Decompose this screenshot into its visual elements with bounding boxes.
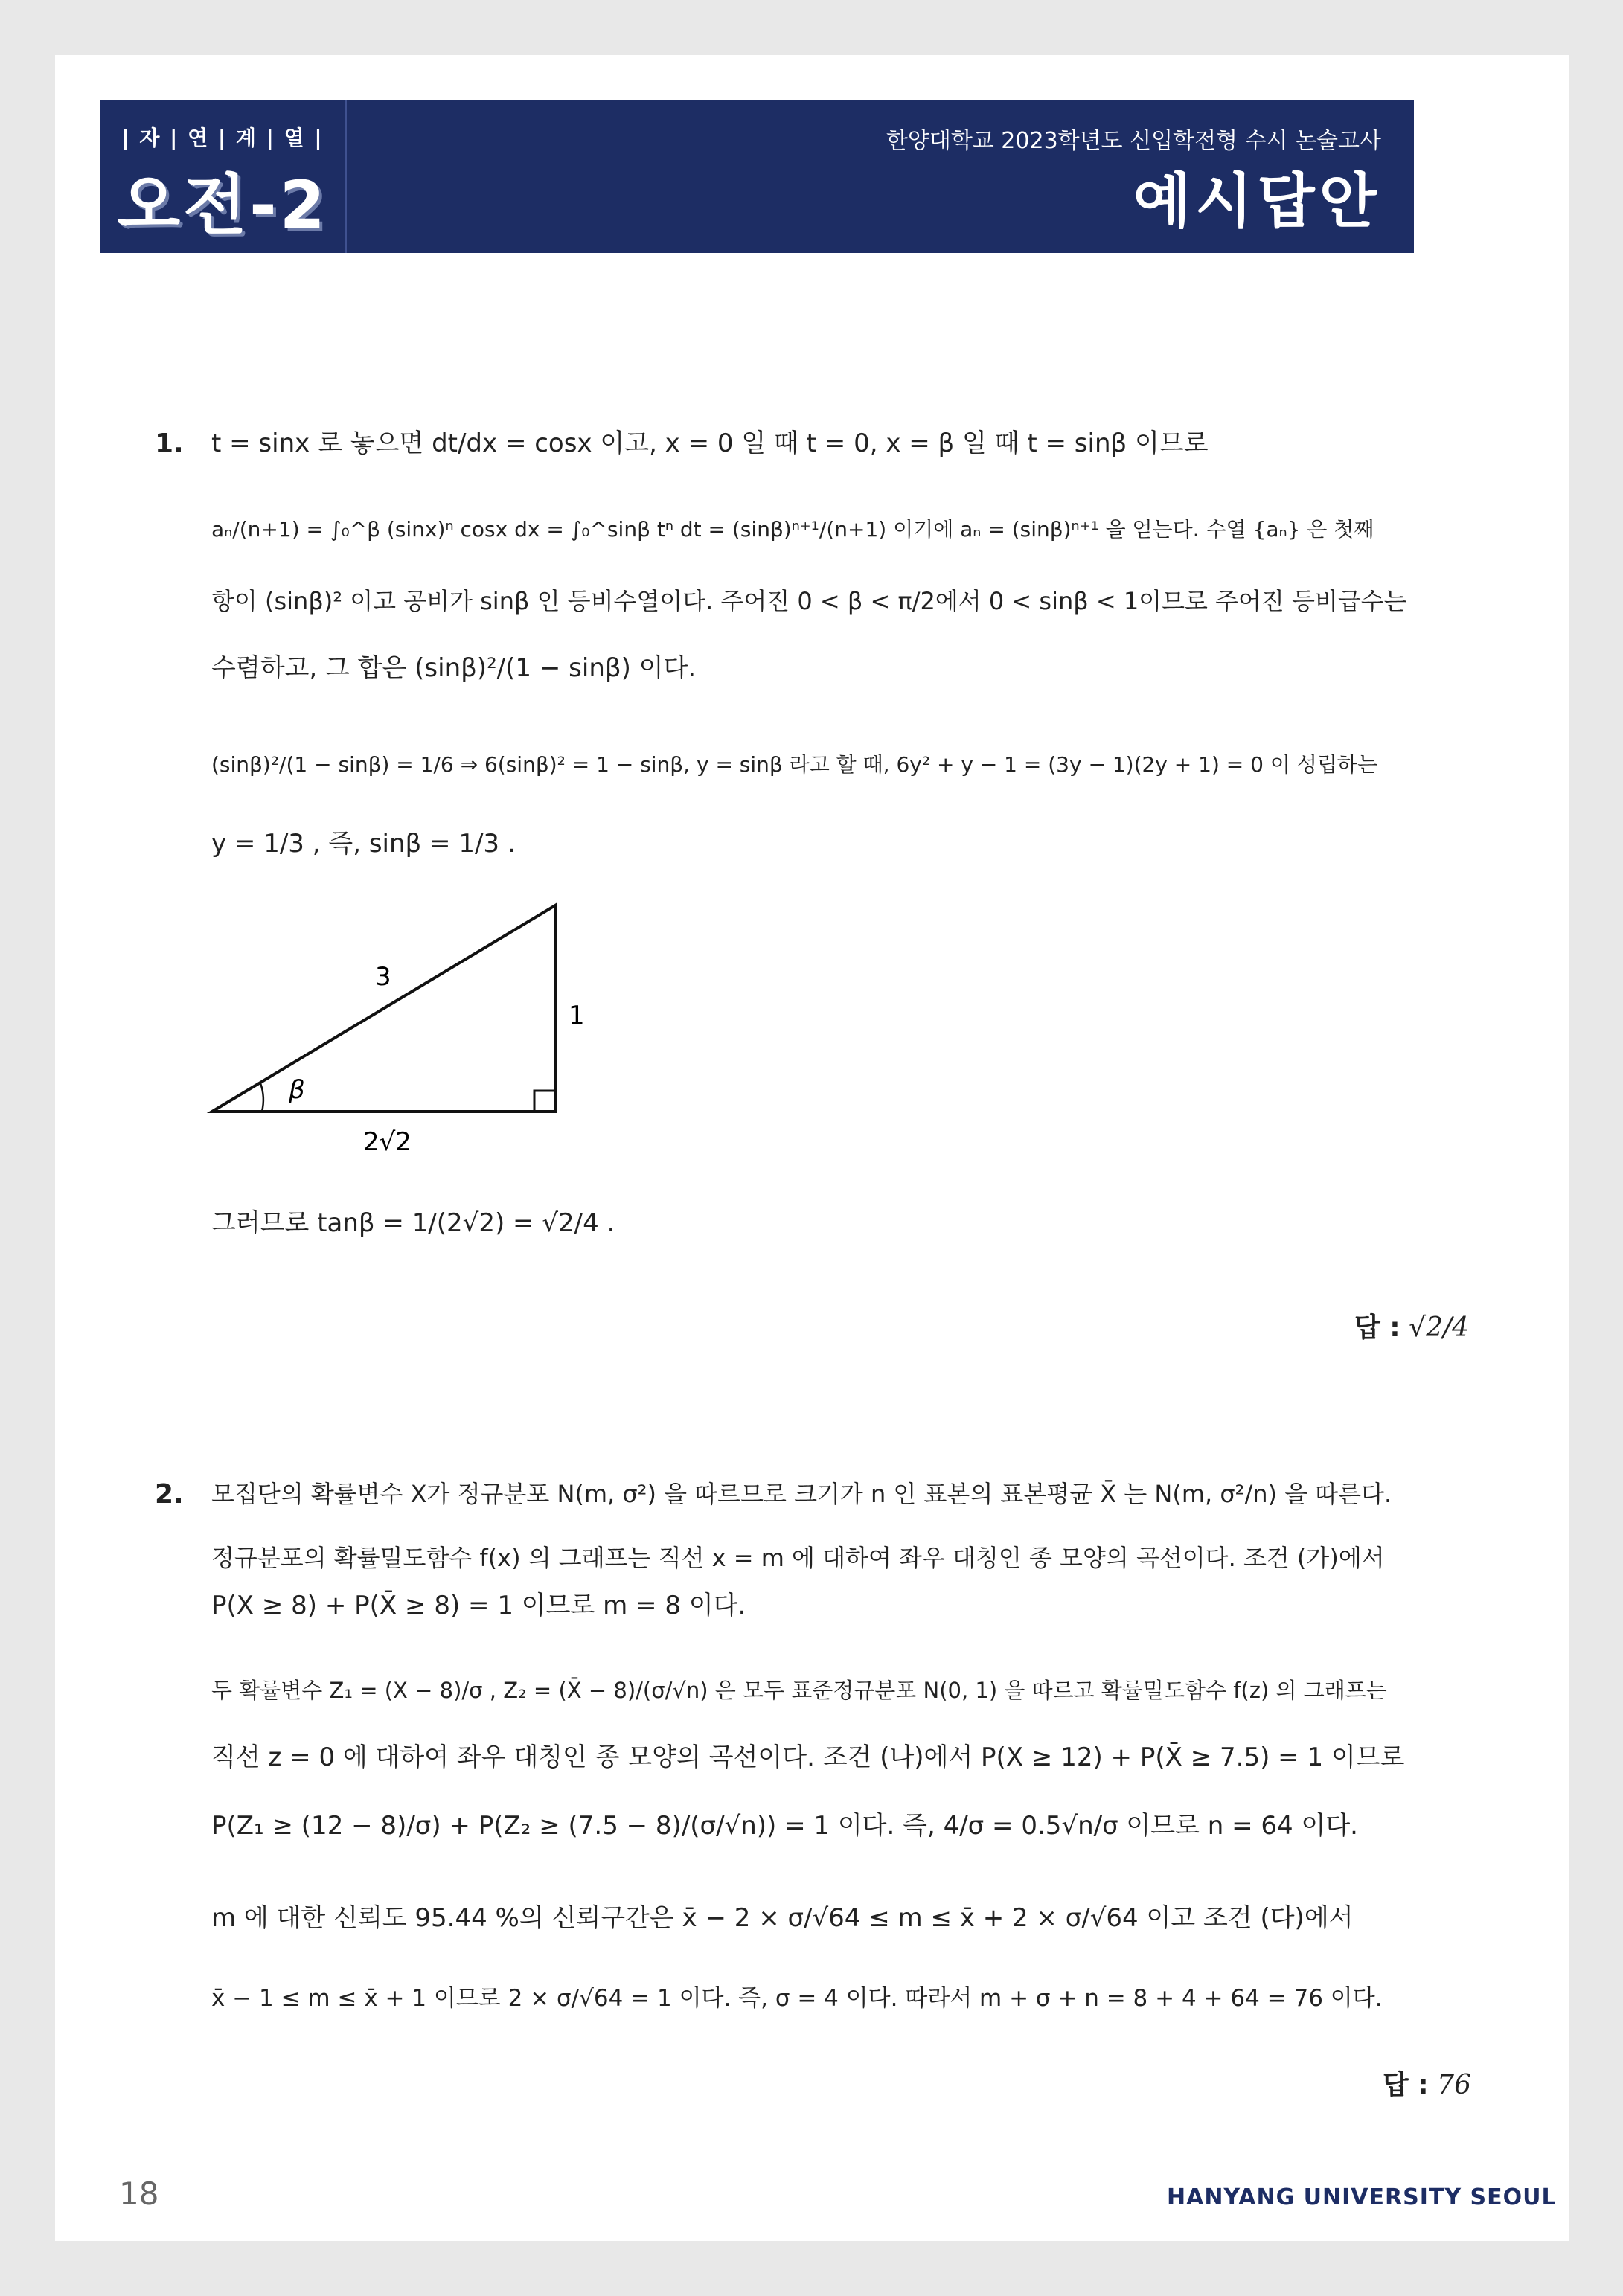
right-angle-marker: [534, 1091, 555, 1112]
hypotenuse-label: 3: [375, 962, 391, 992]
problem-2-line-3: P(X ≥ 8) + P(X̄ ≥ 8) = 1 이므로 m = 8 이다.: [211, 1591, 746, 1620]
problem-2-answer: [1383, 2064, 1471, 2102]
problem-2-line-6: P(Z₁ ≥ (12 − 8)/σ) + P(Z₂ ≥ (7.5 − 8)/(σ/√n)) = 1 이다. 즉, 4/σ = 0.5√n/σ 이므로 n = 64 이다.: [211, 1811, 1358, 1841]
problem-1-line-4: 수렴하고, 그 합은 (sinβ)²/(1 − sinβ) 이다.: [211, 653, 697, 683]
problem-2-line-2: 정규분포의 확률밀도함수 f(x) 의 그래프는 직선 x = m 에 대하여 좌우 대칭인 종 모양의 곡선이다. 조건 (가)에서: [211, 1544, 1385, 1572]
problem-2-number: 2.: [155, 1479, 184, 1510]
exam-title: 한양대학교 2023학년도 신입학전형 수시 논술고사: [886, 128, 1381, 154]
problem-1-number: 1.: [155, 429, 184, 459]
problem-1-line-6: y = 1/3 , 즉, sinβ = 1/3 .: [211, 829, 516, 859]
problem-2-line-4: 두 확률변수 Z₁ = (X − 8)/σ , Z₂ = (X̄ − 8)/(σ/√n) 은 모두 표준정규분포 N(0, 1) 을 따르고 확률밀도함수 f(z) 의 그래프는: [211, 1678, 1387, 1703]
answer-label: 답 :: [1383, 2070, 1429, 2100]
opposite-label: 1: [569, 1001, 585, 1030]
angle-arc: [260, 1083, 263, 1112]
problem-2-line-8: x̄ − 1 ≤ m ≤ x̄ + 1 이므로 2 × σ/√64 = 1 이다. 즉, σ = 4 이다. 따라서 m + σ + n = 8 + 4 + 64 = 76 이다.: [211, 1985, 1383, 2012]
answer-value: 76: [1437, 2070, 1471, 2100]
header-banner: [100, 100, 1414, 253]
problem-1-line-1: t = sinx 로 놓으면 dt/dx = cosx 이고, x = 0 일 때 t = 0, x = β 일 때 t = sinβ 이므로: [211, 429, 1209, 458]
answer-label: 답 :: [1354, 1312, 1400, 1343]
problem-1-answer: [1354, 1306, 1469, 1344]
problem-1-line-2: aₙ/(n+1) = ∫₀^β (sinx)ⁿ cosx dx = ∫₀^sinβ tⁿ dt = (sinβ)ⁿ⁺¹/(n+1) 이기에 aₙ = (sinβ)ⁿ⁺¹ 을 얻는다. 수열 {aₙ} 은 첫째: [211, 517, 1374, 542]
category-label: | 자 | 연 | 계 | 열 |: [121, 126, 324, 150]
problem-2-line-7: m 에 대한 신뢰도 95.44 %의 신뢰구간은 x̄ − 2 × σ/√64 ≤ m ≤ x̄ + 2 × σ/√64 이고 조건 (다)에서: [211, 1903, 1354, 1933]
problem-2-line-1: 모집단의 확률변수 X가 정규분포 N(m, σ²) 을 따르므로 크기가 n 인 표본의 표본평균 X̄ 는 N(m, σ²/n) 을 따른다.: [211, 1480, 1392, 1508]
problem-1-line-7: 그러므로 tanβ = 1/(2√2) = √2/4 .: [211, 1208, 615, 1238]
problem-1-line-3: 항이 (sinβ)² 이고 공비가 sinβ 인 등비수열이다. 주어진 0 < β < π/2에서 0 < sinβ < 1이므로 주어진 등비급수는: [211, 587, 1407, 615]
adjacent-label: 2√2: [363, 1127, 412, 1157]
problem-1-line-5: (sinβ)²/(1 − sinβ) = 1/6 ⇒ 6(sinβ)² = 1 − sinβ, y = sinβ 라고 할 때, 6y² + y − 1 = (3y − 1)(2y + 1) = 0 이 성립하는: [211, 752, 1377, 777]
header-divider: [345, 100, 347, 253]
triangle-shape: [212, 905, 555, 1112]
page-number: 18: [119, 2175, 159, 2212]
university-name: HANYANG UNIVERSITY SEOUL: [1167, 2184, 1557, 2210]
angle-label: β: [289, 1075, 305, 1105]
document-type: 예시답안: [1133, 167, 1381, 236]
answer-value: √2/4: [1409, 1312, 1470, 1343]
right-triangle-figure: [201, 893, 618, 1176]
problem-2-line-5: 직선 z = 0 에 대하여 좌우 대칭인 종 모양의 곡선이다. 조건 (나)에서 P(X ≥ 12) + P(X̄ ≥ 7.5) = 1 이므로: [211, 1742, 1405, 1772]
session-title: 오전-2: [117, 167, 328, 243]
